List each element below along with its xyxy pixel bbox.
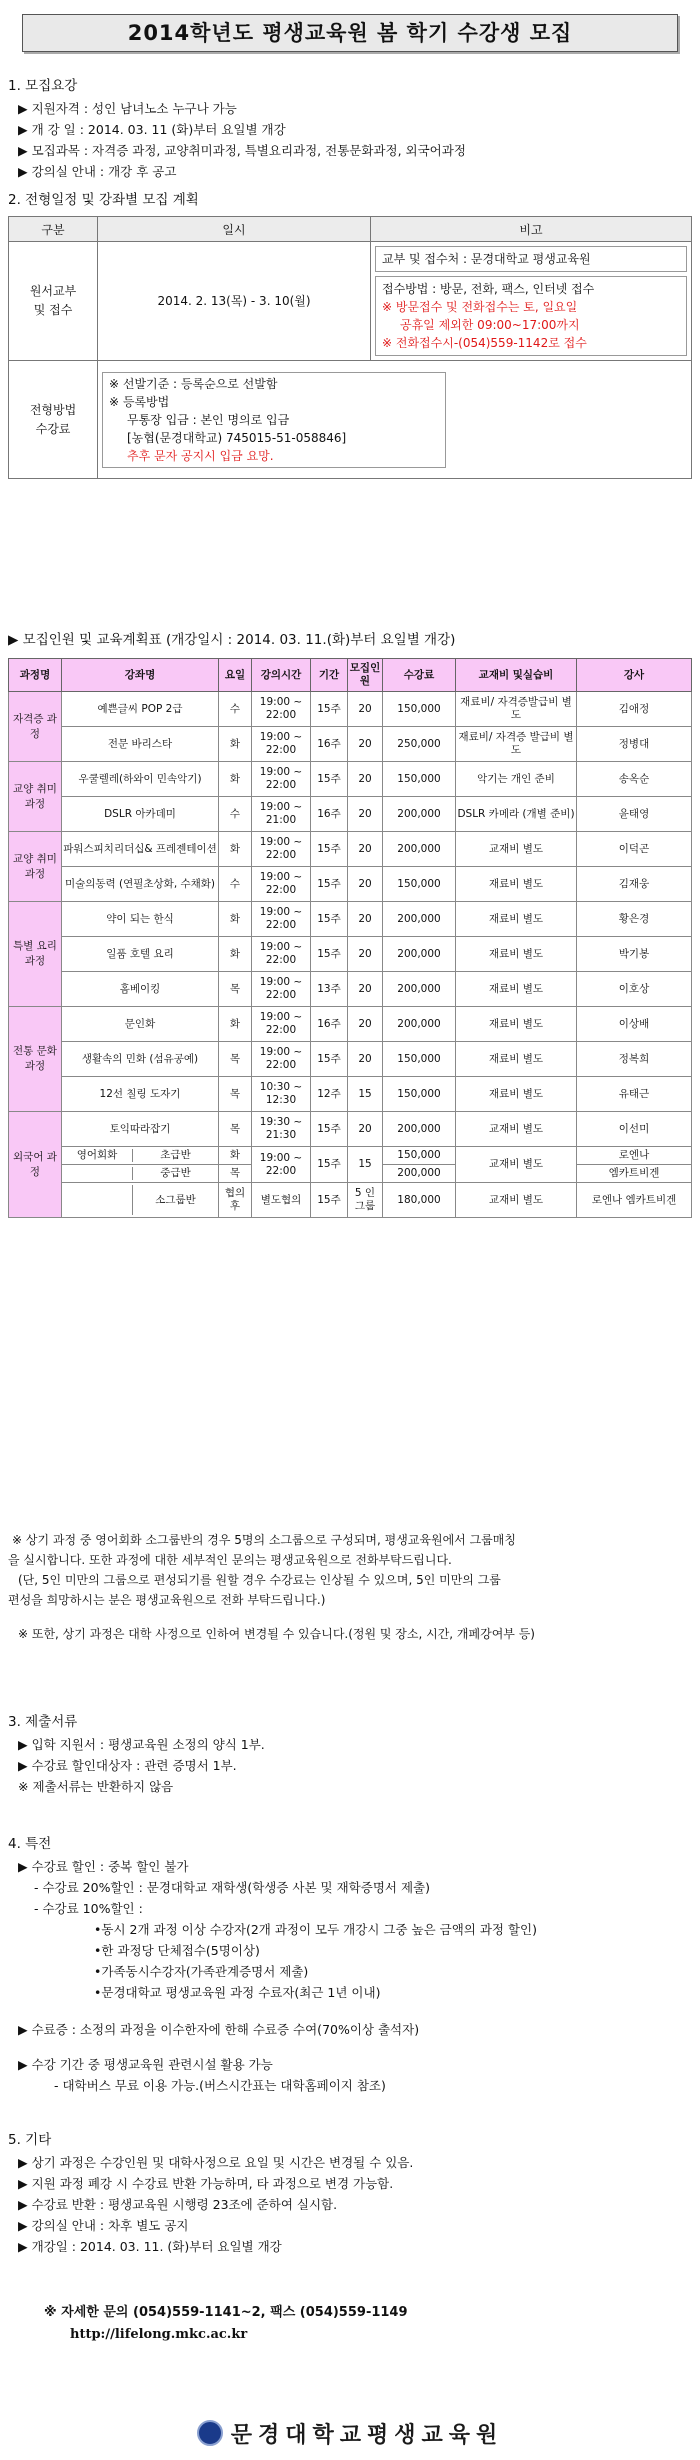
course-notes [8,1530,692,1644]
course-duration: 15주 [311,1183,348,1218]
course-capacity: 20 [348,692,383,727]
category-cell: 외국어 과정 [9,1112,62,1218]
course-teacher: 정병대 [577,727,692,762]
course-capacity: 20 [348,1112,383,1147]
course-duration: 15주 [311,937,348,972]
list-item: •가족동시수강자(가족관계증명서 제출) [94,1964,309,1979]
section-etc [8,2128,692,2257]
note-line: ※ 방문접수 및 전화접수는 토, 일요일 [382,300,578,314]
course-day: 협의 후 [219,1183,252,1218]
course-name: 우쿨렐레(하와이 민속악기) [62,762,219,797]
list-item: ▶ 강의실 안내 : 개강 후 공고 [18,164,177,179]
course-teacher: 로엔나 엠카트비겐 [577,1183,692,1218]
course-name: DSLR 아카데미 [62,797,219,832]
course-time: 19:00 ~ 22:00 [252,867,311,902]
course-day: 화 [219,902,252,937]
section-recruitment-guide [8,74,692,182]
category-cell: 자격증 과정 [9,692,62,762]
section-heading: 1. 모집요강 [8,78,78,94]
course-duration: 13주 [311,972,348,1007]
section-heading: ▶ 모집인원 및 교육계획표 (개강일시 : 2014. 03. 11.(화)부터 요일별 개강) [8,632,456,648]
course-duration: 16주 [311,727,348,762]
course-capacity: 15 [348,1077,383,1112]
course-day: 화 [219,937,252,972]
course-material: 재료비 별도 [456,1042,577,1077]
course-day: 수 [219,867,252,902]
institution-footer [0,2418,700,2449]
note-line: 추후 문자 공지시 입금 요망. [127,448,274,463]
table-row [9,902,692,937]
course-duration: 12주 [311,1077,348,1112]
note-line: ※ 또한, 상기 과정은 대학 사정으로 인하여 변경될 수 있습니다.(정원 및 장소, 시간, 개페강여부 등) [18,1627,535,1641]
course-teacher: 송옥순 [577,762,692,797]
course-teacher: 엠카트비겐 [577,1165,692,1183]
course-material: 재료비 별도 [456,1077,577,1112]
section-heading: 4. 특전 [8,1836,52,1852]
course-time: 19:00 ~ 22:00 [252,762,311,797]
course-day: 화 [219,1147,252,1165]
course-fee: 200,000 [383,1165,456,1183]
course-teacher: 황은경 [577,902,692,937]
note-line: 편성을 희망하시는 분은 평생교육원으로 전화 부탁드립니다.) [8,1593,326,1607]
course-fee: 150,000 [383,1147,456,1165]
course-level: 초급반 [132,1149,218,1162]
course-material: 재료비 별도 [456,972,577,1007]
course-time: 19:00 ~ 22:00 [252,1147,311,1183]
course-time: 19:00 ~ 22:00 [252,832,311,867]
course-name: 예쁜글씨 POP 2급 [62,692,219,727]
column-header: 수강료 [383,659,456,692]
table-row [9,797,692,832]
course-teacher: 이호상 [577,972,692,1007]
cell-text: 원서교부 [29,284,77,298]
course-duration: 15주 [311,1042,348,1077]
course-fee: 200,000 [383,937,456,972]
course-material: 교재비 별도 [456,1183,577,1218]
course-duration: 16주 [311,797,348,832]
course-name: 12선 칠링 도자기 [62,1077,219,1112]
list-item: ▶ 수강료 할인 : 중복 할인 불가 [18,1859,189,1874]
course-fee: 150,000 [383,762,456,797]
note-line: ※ 전화접수시-(054)559-1142로 접수 [382,336,587,350]
course-material: 재료비 별도 [456,1007,577,1042]
course-duration: 16주 [311,1007,348,1042]
course-name: 토익따라잡기 [62,1112,219,1147]
course-name: 미술의동력 (연필초상화, 수채화) [62,867,219,902]
course-day: 목 [219,972,252,1007]
course-fee: 200,000 [383,902,456,937]
column-header: 요일 [219,659,252,692]
course-material: DSLR 카메라 (개별 준비) [456,797,577,832]
course-capacity: 5 인 그룹 [348,1183,383,1218]
table-header-row [9,659,692,692]
course-name: 파워스피치리더십& 프레젠테이션 [62,832,219,867]
notes-box [102,372,446,468]
course-duration: 15주 [311,867,348,902]
contact-info [44,2302,700,2346]
category-cell: 교양 취미 과정 [9,762,62,832]
cell-text: 및 접수 [33,303,73,317]
note-line: 접수방법 : 방문, 전화, 팩스, 인터넷 접수 [382,282,595,296]
course-capacity: 20 [348,902,383,937]
table-row [9,1077,692,1112]
table-row [9,692,692,727]
course-fee: 150,000 [383,1077,456,1112]
table-row [9,1042,692,1077]
table-row [9,242,692,361]
course-name [62,1147,219,1165]
college-logo-icon [197,2420,223,2446]
course-level: 소그룹반 [132,1185,218,1215]
course-duration: 15주 [311,1147,348,1183]
course-capacity: 20 [348,832,383,867]
course-capacity: 20 [348,762,383,797]
course-day: 화 [219,832,252,867]
course-teacher: 윤태영 [577,797,692,832]
course-material: 재료비 별도 [456,867,577,902]
note-line: ※ 상기 과정 중 영어회화 소그룹반의 경우 5명의 소그룹으로 구성되며, 평생교육원에서 그룹매칭 [12,1533,516,1547]
course-day: 목 [219,1165,252,1183]
table-row [9,937,692,972]
list-item: ▶ 수강 기간 중 평생교육원 관련시설 활용 가능 [18,2057,273,2072]
course-day: 수 [219,797,252,832]
category-cell: 교양 취미 과정 [9,832,62,902]
course-material: 재료비/ 자격증 발급비 별도 [456,727,577,762]
contact-url[interactable]: http://lifelong.mkc.ac.kr [70,2327,248,2342]
course-fee: 200,000 [383,972,456,1007]
footer-name: 문경대학교평생교육원 [230,2423,504,2448]
section-heading: 2. 전형일정 및 강좌별 모집 계획 [8,192,199,208]
contact-phone: ※ 자세한 문의 (054)559-1141~2, 팩스 (054)559-1149 [44,2305,408,2320]
cell-text: 전형방법 [29,402,77,417]
course-capacity: 20 [348,797,383,832]
list-item: ▶ 지원자격 : 성인 남녀노소 누구나 가능 [18,101,237,116]
column-header: 모집인원 [348,659,383,692]
course-time: 19:00 ~ 22:00 [252,692,311,727]
course-day: 화 [219,727,252,762]
table-row [9,867,692,902]
course-duration: 15주 [311,1112,348,1147]
course-capacity: 20 [348,937,383,972]
course-teacher: 김재웅 [577,867,692,902]
course-time: 19:00 ~ 22:00 [252,1042,311,1077]
course-day: 목 [219,1077,252,1112]
list-item: ※ 제출서류는 반환하지 않음 [18,1779,174,1794]
course-day: 수 [219,692,252,727]
note-line: ※ 선발기준 : 등록순으로 선발함 [109,376,278,391]
table-cell [9,242,98,361]
course-capacity: 20 [348,1007,383,1042]
course-fee: 200,000 [383,1112,456,1147]
section-schedule [8,188,692,479]
course-material: 교재비 별도 [456,1147,577,1183]
column-header: 일시 [98,217,371,242]
table-row [9,762,692,797]
course-time: 19:00 ~ 22:00 [252,1007,311,1042]
category-cell: 전통 문화 과정 [9,1007,62,1112]
note-line: ※ 등록방법 [109,394,170,409]
course-fee: 200,000 [383,797,456,832]
course-day: 목 [219,1112,252,1147]
list-item: •한 과정당 단체접수(5명이상) [94,1943,260,1958]
course-fee: 250,000 [383,727,456,762]
course-teacher: 박기봉 [577,937,692,972]
course-time: 19:00 ~ 22:00 [252,937,311,972]
course-name: 생활속의 민화 (섬유공예) [62,1042,219,1077]
course-teacher: 이덕곤 [577,832,692,867]
course-table-full [8,658,692,1218]
section-course-plan [8,628,692,652]
course-capacity: 20 [348,972,383,1007]
course-name: 홈베이킹 [62,972,219,1007]
note-line: 을 실시합니다. 또한 과정에 대한 세부적인 문의는 평생교육원으로 전화부탁드립니다. [8,1553,452,1567]
course-duration: 15주 [311,902,348,937]
table-header-row [9,217,692,242]
list-item: ▶ 개강일 : 2014. 03. 11. (화)부터 요일별 개강 [18,2239,282,2254]
note-line: (단, 5인 미만의 그룹으로 편성되기를 원할 경우 수강료는 인상될 수 있으며, 5인 미만의 그룹 [18,1573,501,1587]
notes-box [375,276,687,356]
schedule-table [8,216,692,479]
course-time: 별도협의 [252,1183,311,1218]
column-header: 구분 [9,217,98,242]
list-item: ▶ 개 강 일 : 2014. 03. 11 (화)부터 요일별 개강 [18,122,286,137]
column-header: 기간 [311,659,348,692]
course-teacher: 이상배 [577,1007,692,1042]
course-teacher: 김애정 [577,692,692,727]
list-item: ▶ 입학 지원서 : 평생교육원 소정의 양식 1부. [18,1737,265,1752]
section-heading: 3. 제출서류 [8,1714,78,1730]
course-teacher: 이선미 [577,1112,692,1147]
table-row [9,972,692,1007]
table-row [9,1112,692,1147]
course-day: 화 [219,762,252,797]
list-item: ▶ 모집과목 : 자격증 과정, 교양취미과정, 특별요리과정, 전통문화과정, 외국어과정 [18,143,466,158]
course-time: 19:00 ~ 22:00 [252,902,311,937]
table-cell: 2014. 2. 13(목) - 3. 10(월) [98,242,371,361]
category-cell: 특별 요리 과정 [9,902,62,1007]
course-table-wrap [8,658,692,1218]
column-header: 강좌명 [62,659,219,692]
list-item: ▶ 지원 과정 폐강 시 수강료 반환 가능하며, 타 과정으로 변경 가능함. [18,2176,394,2191]
list-item: •문경대학교 평생교육원 과정 수료자(최근 1년 이내) [94,1985,381,2000]
column-header: 강사 [577,659,692,692]
course-fee: 150,000 [383,692,456,727]
course-level: 중급반 [132,1167,218,1180]
note-line: 공휴일 제외한 09:00~17:00까지 [400,318,580,332]
note-line: 교부 및 접수처 : 문경대학교 평생교육원 [382,252,591,266]
course-day: 목 [219,1042,252,1077]
course-name [62,1183,219,1218]
course-name: 전문 바리스타 [62,727,219,762]
list-item: ▶ 상기 과정은 수강인원 및 대학사정으로 요일 및 시간은 변경될 수 있음. [18,2155,414,2170]
section-heading: 5. 기타 [8,2132,52,2148]
table-cell [98,361,692,479]
course-name [62,1165,219,1183]
course-label: 영어회화 [76,1149,118,1161]
course-time: 19:00 ~ 22:00 [252,972,311,1007]
course-material: 교재비 별도 [456,1112,577,1147]
course-fee: 200,000 [383,832,456,867]
course-fee: 200,000 [383,1007,456,1042]
course-time: 19:30 ~ 21:30 [252,1112,311,1147]
course-material: 재료비 별도 [456,902,577,937]
list-item: ▶ 강의실 안내 : 차후 별도 공지 [18,2218,189,2233]
column-header: 강의시간 [252,659,311,692]
course-name: 일품 호텔 요리 [62,937,219,972]
column-header: 과정명 [9,659,62,692]
course-fee: 150,000 [383,1042,456,1077]
column-header: 교재비 및실습비 [456,659,577,692]
course-material: 교재비 별도 [456,832,577,867]
course-duration: 15주 [311,762,348,797]
list-item: - 대학버스 무료 이용 가능.(버스시간표는 대학홈페이지 참조) [54,2078,386,2093]
column-header: 비고 [371,217,692,242]
course-time: 19:00 ~ 21:00 [252,797,311,832]
course-name: 약이 되는 한식 [62,902,219,937]
list-item: - 수강료 20%할인 : 문경대학교 재학생(학생증 사본 및 재학증명서 제출) [34,1880,430,1895]
course-material: 재료비/ 자격증발급비 별도 [456,692,577,727]
course-capacity: 20 [348,1042,383,1077]
cell-text: 수강료 [35,421,71,436]
table-row [9,1007,692,1042]
course-time: 19:00 ~ 22:00 [252,727,311,762]
course-duration: 15주 [311,832,348,867]
course-teacher: 정복희 [577,1042,692,1077]
course-name: 문인화 [62,1007,219,1042]
list-item: ▶ 수강료 할인대상자 : 관련 증명서 1부. [18,1758,237,1773]
table-row [9,727,692,762]
table-row [9,1147,692,1165]
table-cell [371,242,692,361]
section-benefits [8,1832,692,2096]
notes-box [375,246,687,272]
table-row [9,1183,692,1218]
note-line: 무통장 입금 : 본인 명의로 입금 [127,412,290,427]
note-line: [농협(문경대학교) 745015-51-058846] [127,430,347,445]
list-item: - 수강료 10%할인 : [34,1901,143,1916]
course-day: 화 [219,1007,252,1042]
table-row [9,832,692,867]
course-material: 재료비 별도 [456,937,577,972]
course-material: 악기는 개인 준비 [456,762,577,797]
course-capacity: 20 [348,867,383,902]
course-time: 10:30 ~ 12:30 [252,1077,311,1112]
course-fee: 150,000 [383,867,456,902]
list-item: •동시 2개 과정 이상 수강자(2개 과정이 모두 개강시 그중 높은 금액의 과정 할인) [94,1922,537,1937]
course-teacher: 로엔나 [577,1147,692,1165]
course-capacity: 20 [348,727,383,762]
table-cell [9,361,98,479]
course-capacity: 15 [348,1147,383,1183]
list-item: ▶ 수료증 : 소정의 과정을 이수한자에 한해 수료증 수여(70%이상 출석자) [18,2022,420,2037]
section-documents [8,1710,692,1797]
course-teacher: 유태근 [577,1077,692,1112]
page-title: 2014학년도 평생교육원 봄 학기 수강생 모집 [22,14,678,52]
table-row [9,361,692,479]
list-item: ▶ 수강료 반환 : 평생교육원 시행령 23조에 준하여 실시함. [18,2197,338,2212]
course-duration: 15주 [311,692,348,727]
course-fee: 180,000 [383,1183,456,1218]
